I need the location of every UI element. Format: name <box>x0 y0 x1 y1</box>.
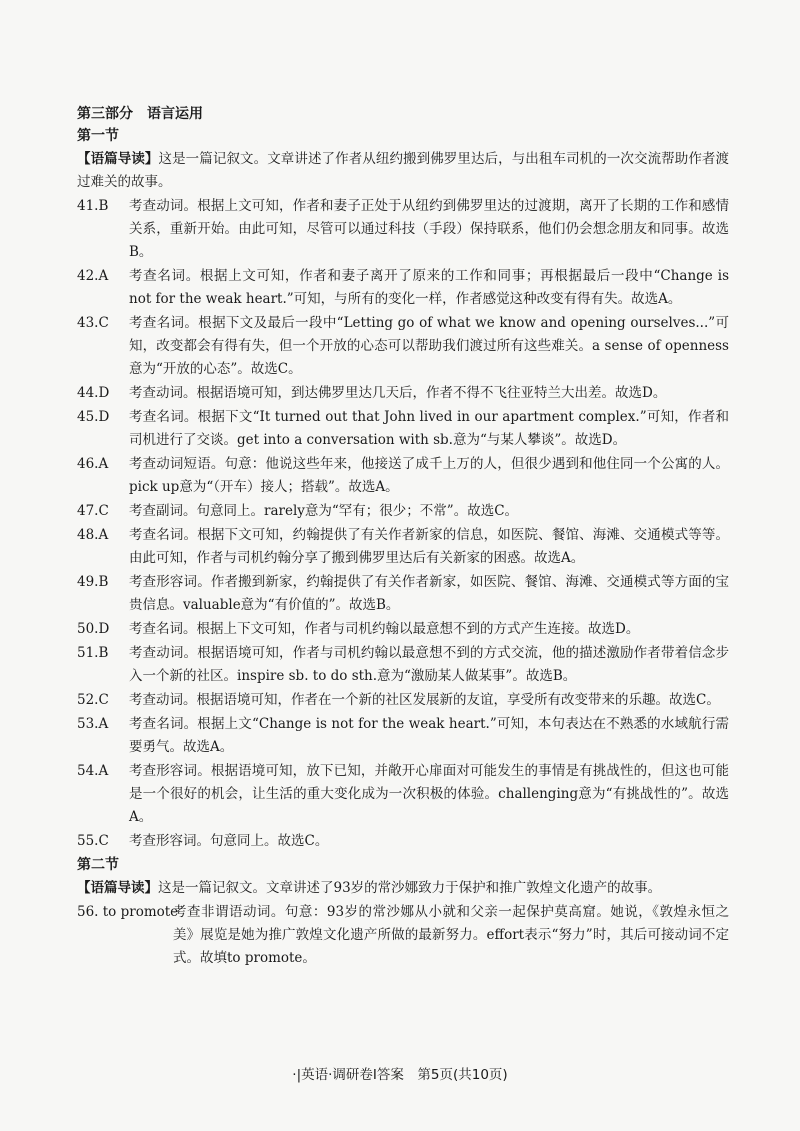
answer-43 <box>77 312 729 381</box>
answer-explanation: 考查形容词。作者搬到新家，约翰提供了有关作者新家，如医院、餐馆、海滩、交通模式等方面的宝贵信息。valuable意为“有价值的”。故选B。 <box>129 574 729 613</box>
answer-explanation: 考查非谓语动词。句意：93岁的常沙娜从小就和父亲一起保护莫高窟。她说，《敦煌永恒之美》展览是她为推广敦煌文化遗产所做的最新努力。effort表示“努力”时，其后可接动词不定式。故填to promote。 <box>173 904 729 966</box>
answer-55 <box>77 830 729 853</box>
answer-explanation: 考查形容词。句意同上。故选C。 <box>129 833 329 849</box>
answer-number: 49.B <box>77 574 109 590</box>
section-2-title: 第二节 <box>77 857 119 873</box>
answer-explanation: 考查动词。根据语境可知，作者与司机约翰以最意想不到的方式交流，他的描述激励作者带着信念步入一个新的社区。inspire sb. to do sth.意为“激励某人做某事”。故选B。 <box>129 645 729 684</box>
answer-number: 50.D <box>77 621 110 637</box>
answer-45 <box>77 406 729 452</box>
answer-46 <box>77 453 729 499</box>
answer-number: 56. to promote <box>77 904 179 920</box>
answer-number: 43.C <box>77 315 109 331</box>
answer-41 <box>77 195 729 264</box>
answer-number: 48.A <box>77 527 109 543</box>
answer-explanation: 考查副词。句意同上。rarely意为“罕有；很少；不常”。故选C。 <box>129 503 519 519</box>
answer-number: 54.A <box>77 763 109 779</box>
intro-tag: 【语篇导读】 <box>77 880 158 896</box>
answer-number: 55.C <box>77 833 109 849</box>
answer-explanation: 考查形容词。根据语境可知，放下已知，并敞开心扉面对可能发生的事情是有挑战性的，但这也可能是一个很好的机会，让生活的重大变化成为一次积极的体验。challenging意为“有挑战性的”。故选A。 <box>129 763 729 825</box>
intro-text: 这是一篇记叙文。文章讲述了93岁的常沙娜致力于保护和推广敦煌文化遗产的故事。 <box>158 880 662 896</box>
section-2-intro <box>77 877 729 900</box>
answer-explanation: 考查名词。根据上下文可知，作者与司机约翰以最意想不到的方式产生连接。故选D。 <box>129 621 640 637</box>
answer-53 <box>77 713 729 759</box>
answer-number: 52.C <box>77 692 109 708</box>
answer-number: 53.A <box>77 716 109 732</box>
answer-explanation: 考查动词。根据语境可知，作者在一个新的社区发展新的友谊，享受所有改变带来的乐趣。故选C。 <box>129 692 720 708</box>
answer-explanation: 考查名词。根据下文可知，约翰提供了有关作者新家的信息，如医院、餐馆、海滩、交通模式等等。由此可知，作者与司机约翰分享了搬到佛罗里达后有关新家的困惑。故选A。 <box>129 527 729 566</box>
answer-number: 41.B <box>77 198 109 214</box>
intro-text: 这是一篇记叙文。文章讲述了作者从纽约搬到佛罗里达后，与出租车司机的一次交流帮助作者渡过难关的故事。 <box>77 151 730 190</box>
answer-49 <box>77 571 729 617</box>
answer-44 <box>77 382 729 405</box>
answer-explanation: 考查名词。根据下文及最后一段中“Letting go of what we know and opening ourselves...”可知，改变都会有得有失，但一个开放的心态可以帮助我们渡过所有这些难关。a sense of openness意为“开放的心态”。故选C。 <box>129 315 729 377</box>
page-footer: ·|英语·调研卷Ⅰ答案 第5页(共10页) <box>292 1067 508 1083</box>
answer-47 <box>77 500 729 523</box>
answer-number: 42.A <box>77 268 109 284</box>
section-1-title: 第一节 <box>77 128 119 144</box>
answer-explanation: 考查动词。根据上文可知，作者和妻子正处于从纽约到佛罗里达的过渡期，离开了长期的工作和感情关系，重新开始。由此可知，尽管可以通过科技（手段）保持联系，他们仍会想念朋友和同事。故选B。 <box>129 198 729 260</box>
answer-number: 44.D <box>77 385 110 401</box>
answer-number: 47.C <box>77 503 109 519</box>
answer-52 <box>77 689 729 712</box>
answer-number: 45.D <box>77 409 110 425</box>
answer-explanation: 考查名词。根据上文“Change is not for the weak heart.”可知，本句表达在不熟悉的水域航行需要勇气。故选A。 <box>129 716 729 755</box>
answer-number: 51.B <box>77 645 109 661</box>
answer-42 <box>77 265 729 311</box>
answer-48 <box>77 524 729 570</box>
part-title: 第三部分 语言运用 <box>77 106 203 122</box>
answer-54 <box>77 760 729 829</box>
answer-explanation: 考查名词。根据上文可知，作者和妻子离开了原来的工作和同事；再根据最后一段中“Change is not for the weak heart.”可知，与所有的变化一样，作者感觉这种改变有得有失。故选A。 <box>129 268 729 307</box>
answer-50 <box>77 618 729 641</box>
intro-tag: 【语篇导读】 <box>77 151 159 167</box>
answer-explanation: 考查名词。根据下文“It turned out that John lived in our apartment complex.”可知，作者和司机进行了交谈。get into a conversation with sb.意为“与某人攀谈”。故选D。 <box>129 409 729 448</box>
section-1-intro <box>77 148 729 194</box>
answer-explanation: 考查动词。根据语境可知，到达佛罗里达几天后，作者不得不飞往亚特兰大出差。故选D。 <box>129 385 667 401</box>
answer-51 <box>77 642 729 688</box>
answer-56 <box>77 901 729 970</box>
answer-number: 46.A <box>77 456 109 472</box>
answer-explanation: 考查动词短语。句意：他说这些年来，他接送了成千上万的人，但很少遇到和他住同一个公寓的人。pick up意为“（开车）接人；搭载”。故选A。 <box>129 456 729 495</box>
answer-content <box>77 103 729 971</box>
